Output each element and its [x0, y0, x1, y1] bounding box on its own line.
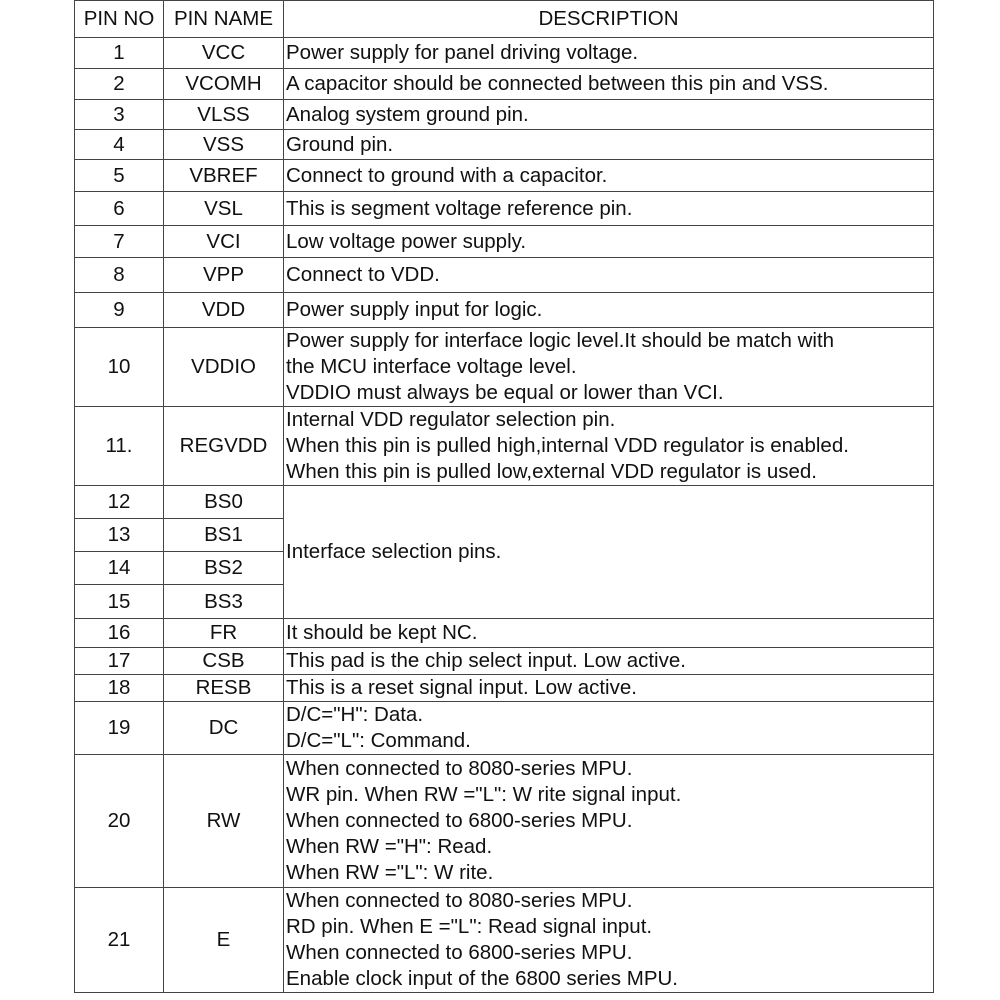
pin-name: DC	[164, 702, 284, 755]
pin-number: 14	[75, 552, 164, 585]
pin-number: 2	[75, 69, 164, 100]
description-line: A capacitor should be connected between this pin and VSS.	[286, 72, 829, 95]
pin-description	[284, 486, 934, 619]
header-pin-name: PIN NAME	[164, 1, 284, 38]
pin-number: 12	[75, 486, 164, 519]
pin-description	[284, 100, 934, 130]
description-line: This is a reset signal input. Low active.	[286, 676, 637, 699]
pin-name: VCC	[164, 38, 284, 69]
table-row	[75, 192, 934, 226]
description-line: This pad is the chip select input. Low active.	[286, 649, 686, 672]
table-row	[75, 486, 934, 519]
description-line: When connected to 8080-series MPU.	[286, 889, 633, 912]
pin-number: 8	[75, 258, 164, 293]
table-row	[75, 38, 934, 69]
description-line: RD pin. When E ="L": Read signal input.	[286, 915, 653, 938]
pin-description	[284, 160, 934, 192]
header-description: DESCRIPTION	[284, 1, 934, 38]
pin-name: BS1	[164, 519, 284, 552]
pin-number: 9	[75, 293, 164, 328]
pin-description	[284, 293, 934, 328]
pin-name: BS3	[164, 585, 284, 619]
pin-description	[284, 702, 934, 755]
pin-number: 21	[75, 888, 164, 993]
description-line: It should be kept NC.	[286, 621, 478, 644]
table-row	[75, 702, 934, 755]
pin-number: 19	[75, 702, 164, 755]
description-line: Power supply input for logic.	[286, 298, 543, 321]
pin-number: 1	[75, 38, 164, 69]
header-pin-no: PIN NO	[75, 1, 164, 38]
pin-name: REGVDD	[164, 407, 284, 486]
description-line: Connect to VDD.	[286, 263, 440, 286]
table-row	[75, 619, 934, 648]
pin-name: RW	[164, 755, 284, 888]
pin-description	[284, 888, 934, 993]
description-line: Low voltage power supply.	[286, 229, 527, 253]
pin-number: 6	[75, 192, 164, 226]
table-row	[75, 407, 934, 486]
pin-name: VSS	[164, 130, 284, 160]
description-line: When connected to 8080-series MPU.	[286, 757, 633, 780]
table-row	[75, 130, 934, 160]
description-line: When connected to 6800-series MPU.	[286, 809, 633, 832]
pin-description	[284, 648, 934, 675]
description-line: D/C="L": Command.	[286, 729, 471, 752]
table-row	[75, 100, 934, 130]
description-line: When this pin is pulled high,internal VDD regulator is enabled.	[286, 434, 849, 457]
table-row	[75, 69, 934, 100]
table-row	[75, 258, 934, 293]
pin-number: 7	[75, 226, 164, 258]
pin-name: E	[164, 888, 284, 993]
pin-number: 17	[75, 648, 164, 675]
description-line: WR pin. When RW ="L": W rite signal input.	[286, 783, 682, 806]
pin-description	[284, 328, 934, 407]
pin-number: 15	[75, 585, 164, 619]
description-line: Ground pin.	[286, 132, 394, 156]
table-row	[75, 755, 934, 888]
pin-name: BS2	[164, 552, 284, 585]
pin-number: 16	[75, 619, 164, 648]
table-row	[75, 328, 934, 407]
table-row	[75, 226, 934, 258]
description-line: When RW ="L": W rite.	[286, 861, 494, 884]
pin-description	[284, 755, 934, 888]
pin-number: 4	[75, 130, 164, 160]
pin-description-table	[74, 0, 934, 993]
pin-number: 3	[75, 100, 164, 130]
description-line: D/C="H": Data.	[286, 703, 424, 726]
pin-description	[284, 192, 934, 226]
pin-number: 5	[75, 160, 164, 192]
pin-description	[284, 69, 934, 100]
pin-number: 10	[75, 328, 164, 407]
pin-description	[284, 407, 934, 486]
pin-description	[284, 675, 934, 702]
pin-name: VCI	[164, 226, 284, 258]
description-line: When connected to 6800-series MPU.	[286, 941, 633, 964]
description-line: the MCU interface voltage level.	[286, 355, 577, 378]
description-line: When RW ="H": Read.	[286, 835, 493, 858]
pin-name: BS0	[164, 486, 284, 519]
pin-number: 18	[75, 675, 164, 702]
pin-number: 20	[75, 755, 164, 888]
table-row	[75, 160, 934, 192]
description-line: VDDIO must always be equal or lower than VCI.	[286, 381, 724, 404]
pin-name: VDD	[164, 293, 284, 328]
pin-description	[284, 258, 934, 293]
pin-description	[284, 130, 934, 160]
pin-name: FR	[164, 619, 284, 648]
description-line: Analog system ground pin.	[286, 102, 529, 126]
description-line: This is segment voltage reference pin.	[286, 196, 633, 220]
description-line: Connect to ground with a capacitor.	[286, 163, 608, 187]
pin-description	[284, 226, 934, 258]
description-line: Internal VDD regulator selection pin.	[286, 408, 616, 431]
pin-name: VPP	[164, 258, 284, 293]
description-line: When this pin is pulled low,external VDD regulator is used.	[286, 460, 817, 483]
pin-number: 11.	[75, 407, 164, 486]
pin-name: VBREF	[164, 160, 284, 192]
pin-name: VCOMH	[164, 69, 284, 100]
pin-name: CSB	[164, 648, 284, 675]
pin-description	[284, 38, 934, 69]
pin-number: 13	[75, 519, 164, 552]
table-row	[75, 888, 934, 993]
table-row	[75, 675, 934, 702]
table-header-row	[75, 1, 934, 38]
table-row	[75, 293, 934, 328]
pin-name: VSL	[164, 192, 284, 226]
description-line: Power supply for panel driving voltage.	[286, 41, 639, 64]
pin-description	[284, 619, 934, 648]
table-row	[75, 648, 934, 675]
pin-name: VDDIO	[164, 328, 284, 407]
pin-name: RESB	[164, 675, 284, 702]
description-line: Interface selection pins.	[286, 540, 502, 563]
pin-name: VLSS	[164, 100, 284, 130]
description-line: Power supply for interface logic level.It should be match with	[286, 329, 835, 352]
description-line: Enable clock input of the 6800 series MPU.	[286, 967, 678, 990]
